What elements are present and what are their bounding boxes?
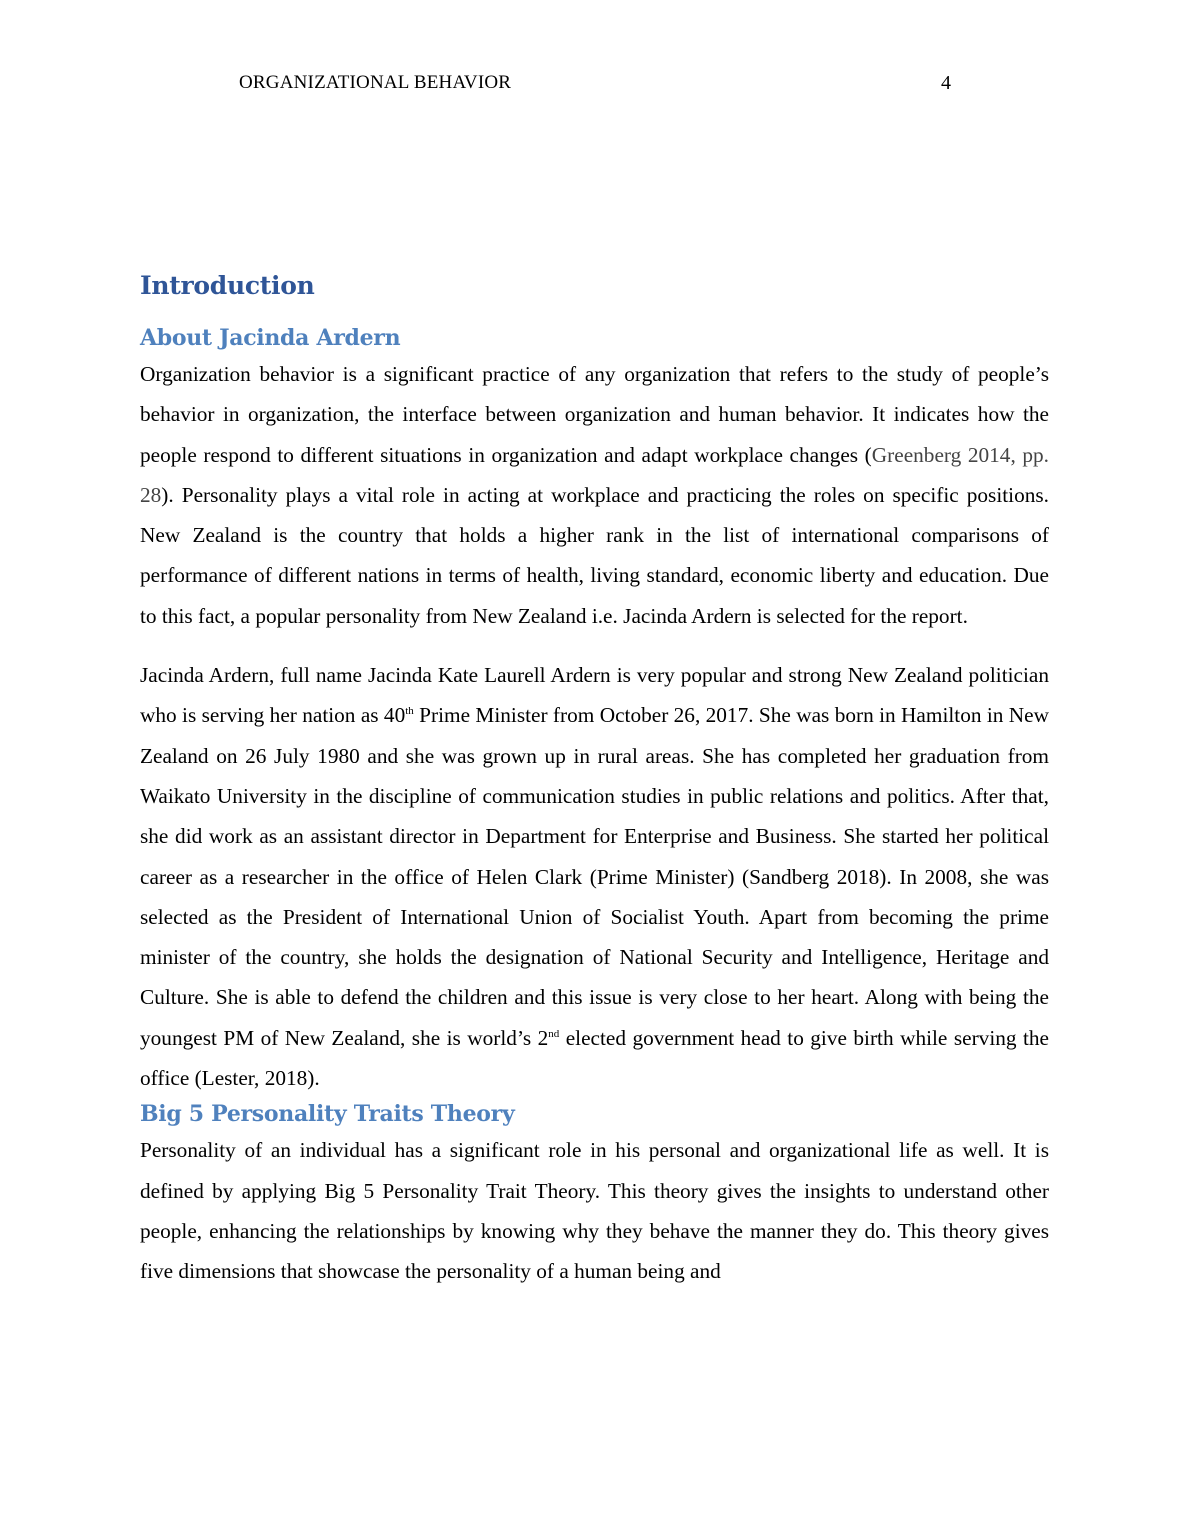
citation-greenberg: Greenberg 2014, pp. 28: [140, 442, 1049, 507]
subheading-big5-theory: Big 5 Personality Traits Theory: [140, 1101, 515, 1128]
subheading-about-jacinda-ardern: About Jacinda Ardern: [140, 325, 401, 351]
paragraph-text: Organization behavior is a significant practice of any organization that refers to the study of people’s behavior in organization, the interface between organization and human behavior. It indicates how the people respond to different situations in organization and adapt workplace changes (: [140, 362, 1049, 467]
paragraph-text: elected government head to give birth while serving the office (Lester, 2018).: [140, 1025, 1049, 1091]
paragraph-text: ). Personality plays a vital role in acting at workplace and practicing the roles on specific positions. New Zealand is the country that holds a higher rank in the list of international comparisons of performance of different nations in terms of health, living standard, economic liberty and education. Due to this fact, a popular personality from New Zealand i.e. Jacinda Ardern is selected for the report.: [140, 482, 1049, 628]
paragraph-organization-behavior: [140, 354, 1049, 636]
paragraph-text: Jacinda Ardern, full name Jacinda Kate Laurell Ardern is very popular and strong New Zealand politician who is serving her nation as 40: [140, 663, 1049, 728]
ordinal-superscript: th: [405, 705, 414, 718]
paragraph-jacinda-biography: [140, 655, 1049, 1098]
page-number: 4: [941, 72, 951, 94]
paragraph-big5-intro: Personality of an individual has a significant role in his personal and organizational life as well. It is defined by applying Big 5 Personality Trait Theory. This theory gives the insights to understand other people, enhancing the relationships by knowing why they behave the manner they do. This theory gives five dimensions that showcase the personality of a human being and: [140, 1138, 1049, 1284]
section-heading-introduction: Introduction: [140, 271, 315, 300]
body-content: [140, 266, 1049, 1292]
paragraph-text: Prime Minister from October 26, 2017. She was born in Hamilton in New Zealand on 26 July 1980 and she was grown up in rural areas. She has completed her graduation from Waikato University in the discipline of communication studies in public relations and politics. After that, she did work as an assistant director in Department for Enterprise and Business. She started her political career as a researcher in the office of Helen Clark (Prime Minister) (Sandberg 2018). In 2008, she was selected as the President of International Union of Socialist Youth. Apart from becoming the prime minister of the country, she holds the designation of National Security and Intelligence, Heritage and Culture. She is able to defend the children and this issue is very close to her heart. Along with being the youngest PM of New Zealand, she is world’s 2: [140, 703, 1049, 1050]
ordinal-superscript: nd: [548, 1027, 560, 1040]
running-head: ORGANIZATIONAL BEHAVIOR: [239, 72, 512, 93]
